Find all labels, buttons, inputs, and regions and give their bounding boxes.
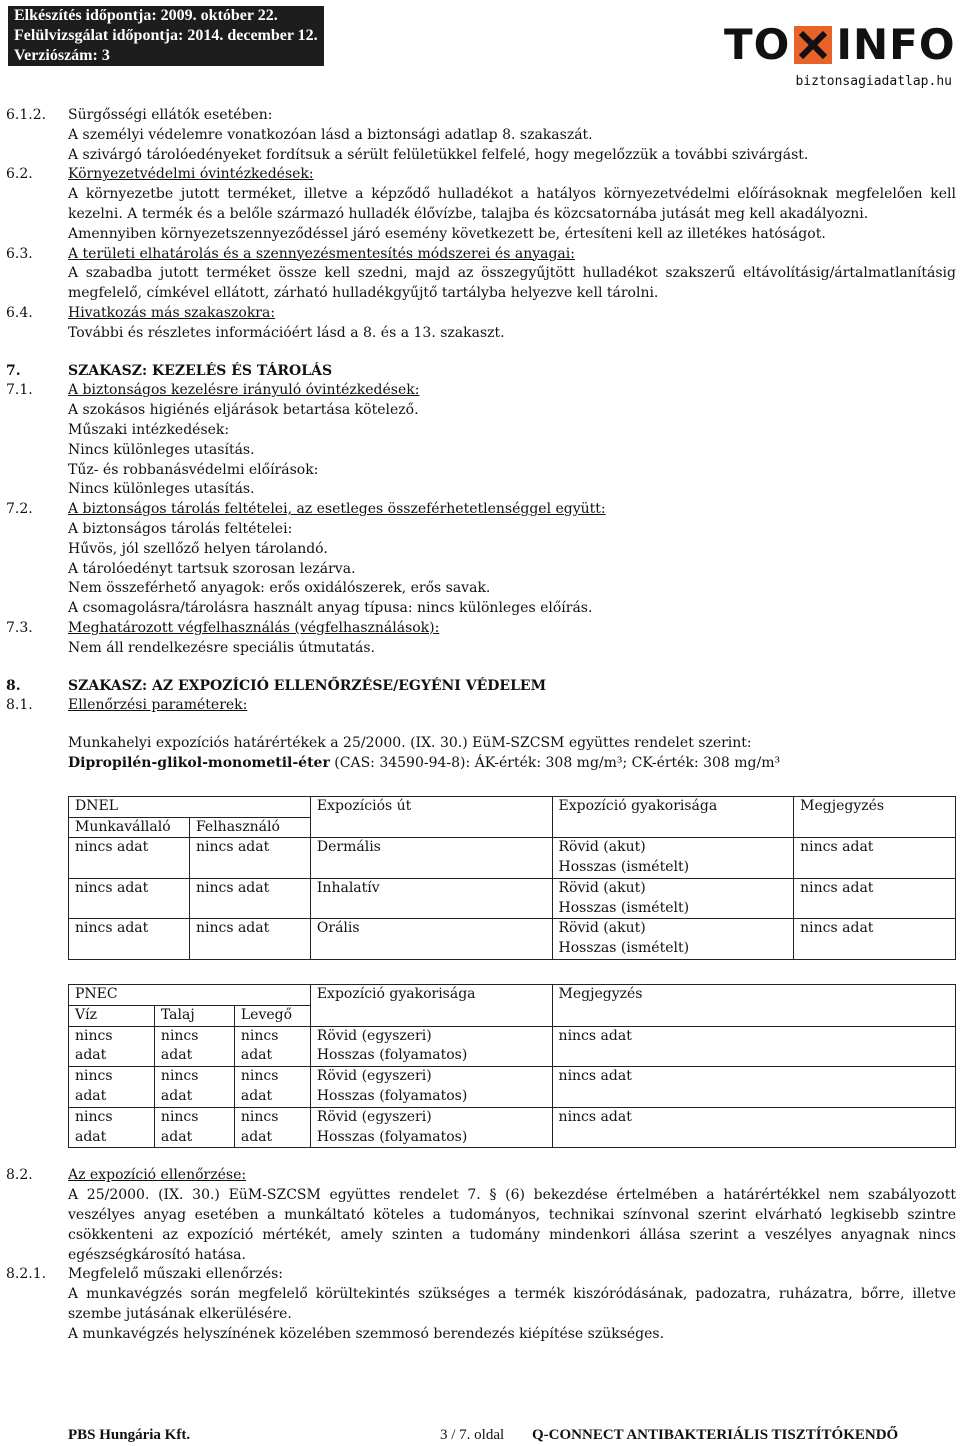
- created-date: Elkészítés időpontja: 2009. október 22.: [14, 7, 278, 24]
- reviewed-date: Felülvizsgálat időpontja: 2014. december 12.: [14, 27, 318, 44]
- section-line: A csomagolásra/tárolásra használt anyag típusa: nincs különleges előírás.: [68, 600, 593, 617]
- table-cell: nincs adat: [234, 1067, 310, 1108]
- section-paragraph: A munkavégzés helyszínének közelében szemmosó berendezés kiépítése szükséges.: [68, 1325, 665, 1342]
- section-7-1: [6, 381, 956, 500]
- section-line: További és részletes információért lásd a 8. és a 13. szakaszt.: [68, 324, 505, 341]
- pnec-header: PNEC: [69, 985, 311, 1006]
- section-line: A személyi védelemre vonatkozóan lásd a biztonsági adatlap 8. szakaszát.: [68, 126, 593, 143]
- section-number: 8.2.: [6, 1167, 33, 1184]
- table-cell: nincs adat: [69, 878, 190, 919]
- section-title: A területi elhatárolás és a szennyezésmentesítés módszerei és anyagai:: [68, 245, 575, 262]
- table-cell: nincs adat: [794, 838, 956, 879]
- table-cell: Rövid (egyszeri) Hosszas (folyamatos): [310, 1067, 552, 1108]
- page-header: [8, 6, 956, 98]
- section-title: Környezetvédelmi óvintézkedések:: [68, 166, 314, 183]
- section-7-2: [6, 500, 956, 619]
- table-row: [69, 1107, 956, 1148]
- section-title: A biztonságos kezelésre irányuló óvintézkedések:: [68, 382, 420, 399]
- frequency-long: Hosszas (ismételt): [558, 899, 690, 916]
- table-cell: nincs adat: [552, 1067, 955, 1108]
- page-footer: [68, 1427, 948, 1444]
- note-header: Megjegyzés: [552, 985, 955, 1027]
- soil-header: Talaj: [154, 1005, 234, 1026]
- table-cell: nincs adat: [552, 1026, 955, 1067]
- table-cell: nincs adat: [69, 1067, 155, 1108]
- table-cell: Orális: [310, 919, 552, 960]
- section-number: 6.1.2.: [6, 107, 47, 123]
- section-title: Az expozíció ellenőrzése:: [68, 1167, 247, 1184]
- section-number: 6.3.: [6, 245, 33, 262]
- note-header: Megjegyzés: [794, 796, 956, 838]
- frequency-header: Expozíció gyakorisága: [552, 796, 794, 838]
- section-7-heading: [6, 362, 956, 382]
- section-title: Ellenőrzési paraméterek:: [68, 697, 248, 714]
- dnel-header: DNEL: [69, 796, 311, 817]
- table-cell: Rövid (egyszeri) Hosszas (folyamatos): [310, 1026, 552, 1067]
- frequency-short: Rövid (akut): [558, 839, 646, 856]
- table-cell: nincs adat: [794, 878, 956, 919]
- section-7-3: [6, 619, 956, 659]
- toxinfo-logo: [724, 20, 956, 92]
- section-title: Sürgősségi ellátók esetében:: [68, 107, 273, 123]
- section-paragraph: A munkavégzés során megfelelő körültekintés szükséges a termék kiszóródásának, padozatra, ruházatra, bőrre, illetve szembe jutásának elkerülésére.: [68, 1286, 956, 1323]
- section-title: Megfelelő műszaki ellenőrzés:: [68, 1266, 284, 1283]
- table-header-row: [69, 985, 956, 1006]
- section-8-heading: [6, 677, 956, 697]
- table-cell: nincs adat: [69, 1107, 155, 1148]
- section-6-4: [6, 304, 956, 344]
- section-number: 6.4.: [6, 304, 33, 321]
- section-number: 7.2.: [6, 501, 33, 518]
- section-paragraph: A környezetbe jutott terméket, illetve a képződő hulladékot a hatályos környezetvédelmi előírásoknak megfelelően kell kezelni. A termék és a belőle származó hulladék élővízbe, talajba és közcsatornába jutását meg kell akadályozni.: [68, 186, 956, 222]
- hazard-x-icon: [794, 26, 832, 64]
- table-header-row: [69, 796, 956, 817]
- table-cell: nincs adat: [69, 919, 190, 960]
- table-cell: [552, 838, 794, 879]
- table-cell: nincs adat: [189, 878, 310, 919]
- table-cell: nincs adat: [234, 1107, 310, 1148]
- table-cell: nincs adat: [154, 1067, 234, 1108]
- section-6-1-2: [6, 106, 956, 165]
- section-line: A tárolóedényt tartsuk szorosan lezárva.: [68, 560, 356, 577]
- section-number: 7.1.: [6, 382, 33, 399]
- table-cell: [552, 878, 794, 919]
- pnec-table: [68, 984, 956, 1148]
- air-header: Levegő: [234, 1005, 310, 1026]
- footer-product-name: Q-CONNECT ANTIBAKTERIÁLIS TISZTÍTÓKENDŐ: [532, 1427, 899, 1443]
- section-6-2: [6, 165, 956, 244]
- table-cell: Rövid (egyszeri) Hosszas (folyamatos): [310, 1107, 552, 1148]
- section-6-3: [6, 245, 956, 304]
- section-title: Meghatározott végfelhasználás (végfelhasználások):: [68, 619, 440, 636]
- section-line: Hűvös, jól szellőző helyen tárolandó.: [68, 540, 328, 557]
- section-line: Nem összeférhető anyagok: erős oxidálószerek, erős savak.: [68, 580, 491, 597]
- table-cell: nincs adat: [69, 838, 190, 879]
- section-line: Nem áll rendelkezésre speciális útmutatás.: [68, 639, 375, 656]
- document-body: [6, 106, 956, 1345]
- section-title: A biztonságos tárolás feltételei, az esetleges összeférhetetlenséggel együtt:: [68, 501, 606, 518]
- section-number: 7.: [6, 362, 21, 379]
- section-paragraph: A szabadba jutott terméket össze kell szedni, majd az összegyűjtött hulladékot szakszerű eltávolításig/ártalmatlanításig megfelelő, címkével ellátott, zárható hulladékgyűjtő tartályba helyezve kell tárolni.: [68, 265, 956, 302]
- section-8-1: [6, 696, 956, 773]
- section-paragraph: A 25/2000. (IX. 30.) EüM-SZCSM együttes rendelet 7. § (6) bekezdése értelmében a határértékkel nem szabályozott veszélyes anyag esetében a munkáltató köteles a tudományos, technikai színvonal szerint elvárható legkisebb szintre csökkenteni az expozíció mértékét, amely szinten a tudomány mindenkori állása szerint a veszélyes anyagnak nincs egészségkárosító hatása.: [68, 1187, 956, 1263]
- exposure-limit-line: [68, 754, 956, 774]
- table-cell: nincs adat: [189, 919, 310, 960]
- section-line: Munkahelyi expozíciós határértékek a 25/2000. (IX. 30.) EüM-SZCSM együttes rendelet szerint:: [68, 735, 752, 752]
- logo-site-url: biztonsagiadatlap.hu: [795, 74, 952, 89]
- table-cell: nincs adat: [234, 1026, 310, 1067]
- table-cell: nincs adat: [794, 919, 956, 960]
- table-row: [69, 1026, 956, 1067]
- consumer-header: Felhasználó: [189, 817, 310, 838]
- table-row: [69, 838, 956, 879]
- section-number: 6.2.: [6, 166, 33, 183]
- table-cell: nincs adat: [69, 1026, 155, 1067]
- logo-wordmark: [724, 20, 956, 70]
- section-line: Nincs különleges utasítás.: [68, 481, 255, 498]
- section-number: 8.2.1.: [6, 1266, 47, 1283]
- worker-header: Munkavállaló: [69, 817, 190, 838]
- section-line: Műszaki intézkedések:: [68, 421, 230, 438]
- section-title: SZAKASZ: KEZELÉS ÉS TÁROLÁS: [68, 362, 333, 379]
- frequency-long: Hosszas (ismételt): [558, 859, 690, 876]
- section-line: A biztonságos tárolás feltételei:: [68, 520, 293, 537]
- section-line: Nincs különleges utasítás.: [68, 441, 255, 458]
- logo-word-right: INFO: [836, 20, 956, 69]
- exposure-limit-values: (CAS: 34590-94-8): ÁK-érték: 308 mg/m³; CK-érték: 308 mg/m³: [329, 754, 781, 771]
- section-paragraph: Amennyiben környezetszennyeződéssel járó esemény következett be, értesíteni kell az illetékes hatóságot.: [68, 225, 826, 242]
- section-title: Hivatkozás más szakaszokra:: [68, 304, 276, 321]
- section-number: 8.1.: [6, 697, 33, 714]
- table-row: [69, 919, 956, 960]
- table-cell: Dermális: [310, 838, 552, 879]
- section-line: A szivárgó tárolóedényeket fordítsuk a sérült felületükkel felfelé, hogy megelőzzük a további szivárgást.: [68, 146, 809, 163]
- section-number: 7.3.: [6, 619, 33, 636]
- section-line: Tűz- és robbanásvédelmi előírások:: [68, 461, 319, 478]
- section-title: SZAKASZ: AZ EXPOZÍCIÓ ELLENŐRZÉSE/EGYÉNI VÉDELEM: [68, 677, 547, 694]
- table-cell: nincs adat: [552, 1107, 955, 1148]
- footer-page-number: 3 / 7. oldal: [440, 1427, 505, 1443]
- section-8-2-1: [6, 1265, 956, 1344]
- footer-company: PBS Hungária Kft.: [68, 1427, 191, 1443]
- table-cell: [552, 919, 794, 960]
- version-number: Verziószám: 3: [14, 47, 110, 64]
- table-row: [69, 1067, 956, 1108]
- section-8-2: [6, 1166, 956, 1265]
- substance-name: Dipropilén-glikol-monometil-éter: [68, 754, 330, 771]
- frequency-header: Expozíció gyakorisága: [310, 985, 552, 1027]
- table-cell: nincs adat: [189, 838, 310, 879]
- table-cell: nincs adat: [154, 1107, 234, 1148]
- table-row: [69, 878, 956, 919]
- dnel-table: [68, 796, 956, 960]
- frequency-long: Hosszas (ismételt): [558, 940, 690, 957]
- table-cell: nincs adat: [154, 1026, 234, 1067]
- route-header: Expozíciós út: [310, 796, 552, 838]
- table-cell: Inhalatív: [310, 878, 552, 919]
- header-dates: [8, 6, 324, 66]
- logo-word-left: TO: [724, 20, 791, 69]
- frequency-short: Rövid (akut): [558, 920, 646, 937]
- frequency-short: Rövid (akut): [558, 879, 646, 896]
- section-line: A szokásos higiénés eljárások betartása kötelező.: [68, 402, 419, 419]
- section-number: 8.: [6, 677, 21, 694]
- water-header: Víz: [69, 1005, 155, 1026]
